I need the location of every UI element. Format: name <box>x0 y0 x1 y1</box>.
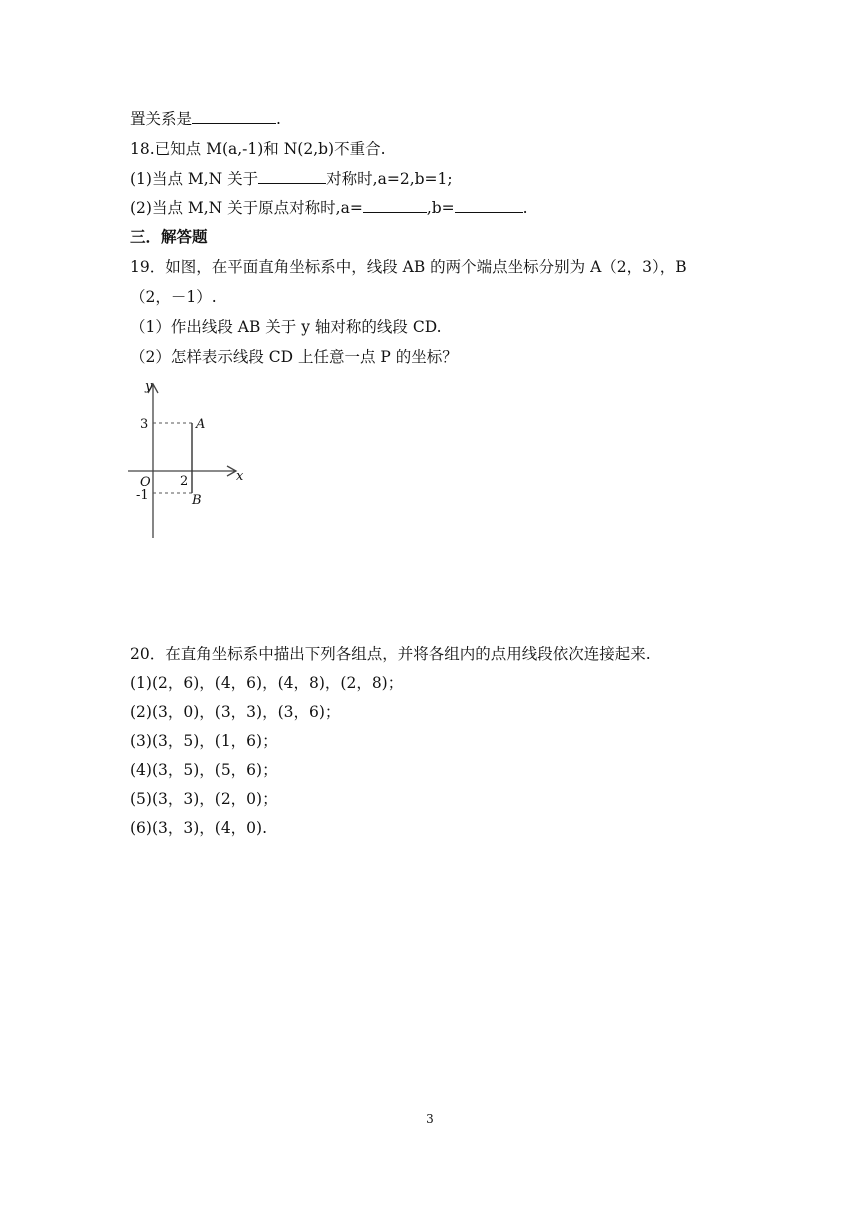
answer-blank[interactable] <box>455 197 523 213</box>
page-number: 3 <box>426 1112 434 1126</box>
q19-stem-line2: （2，－1）. <box>130 288 217 306</box>
point-a-label: A <box>196 417 206 432</box>
y-axis-label: y <box>145 379 153 394</box>
tick-y-neg: -1 <box>136 488 149 503</box>
q18-part1 <box>130 168 453 189</box>
q20-stem: 20．在直角坐标系中描出下列各组点，并将各组内的点用线段依次连接起来. <box>130 645 651 663</box>
tick-y-pos: 3 <box>140 417 149 432</box>
q19-part2: （2）怎样表示线段 CD 上任意一点 P 的坐标？ <box>130 348 458 366</box>
q18-part2-before: (2)当点 M,N 关于原点对称时,a= <box>130 199 363 217</box>
q18-part1-before: (1)当点 M,N 关于 <box>130 170 259 188</box>
q17-tail-text: 置关系是 <box>130 110 193 128</box>
answer-blank[interactable] <box>363 197 427 213</box>
q17-tail-end: . <box>276 110 281 128</box>
tick-x: 2 <box>180 474 189 489</box>
answer-blank[interactable] <box>258 168 326 184</box>
q17-tail <box>130 108 281 129</box>
q20-group: (6)(3，3)，(4，0). <box>130 819 268 837</box>
coordinate-figure <box>128 378 252 542</box>
q20-group: (1)(2，6)，(4，6)，(4，8)，(2，8)； <box>130 674 404 692</box>
q18-stem: 18.已知点 M(a,-1)和 N(2,b)不重合. <box>130 140 386 158</box>
q20-group: (4)(3，5)，(5，6)； <box>130 761 278 779</box>
x-axis-label: x <box>236 469 244 484</box>
q20-group: (3)(3，5)，(1，6)； <box>130 732 278 750</box>
q20-group: (2)(3，0)，(3，3)，(3，6)； <box>130 703 341 721</box>
q18-part2-mid: ,b= <box>426 199 455 217</box>
q18-part1-after: 对称时,a=2,b=1; <box>326 170 453 188</box>
q18-part2-end: . <box>522 199 528 217</box>
q19-part1: （1）作出线段 AB 关于 y 轴对称的线段 CD. <box>130 318 442 336</box>
q18-part2 <box>130 197 528 218</box>
point-b-label: B <box>192 493 202 508</box>
q20-group: (5)(3，3)，(2，0)； <box>130 790 278 808</box>
q19-stem-line1: 19．如图，在平面直角坐标系中，线段 AB 的两个端点坐标分别为 A（2，3），B <box>130 258 687 276</box>
answer-blank[interactable] <box>192 108 276 124</box>
origin-label: O <box>140 475 151 490</box>
section-heading: 三．解答题 <box>130 228 208 246</box>
